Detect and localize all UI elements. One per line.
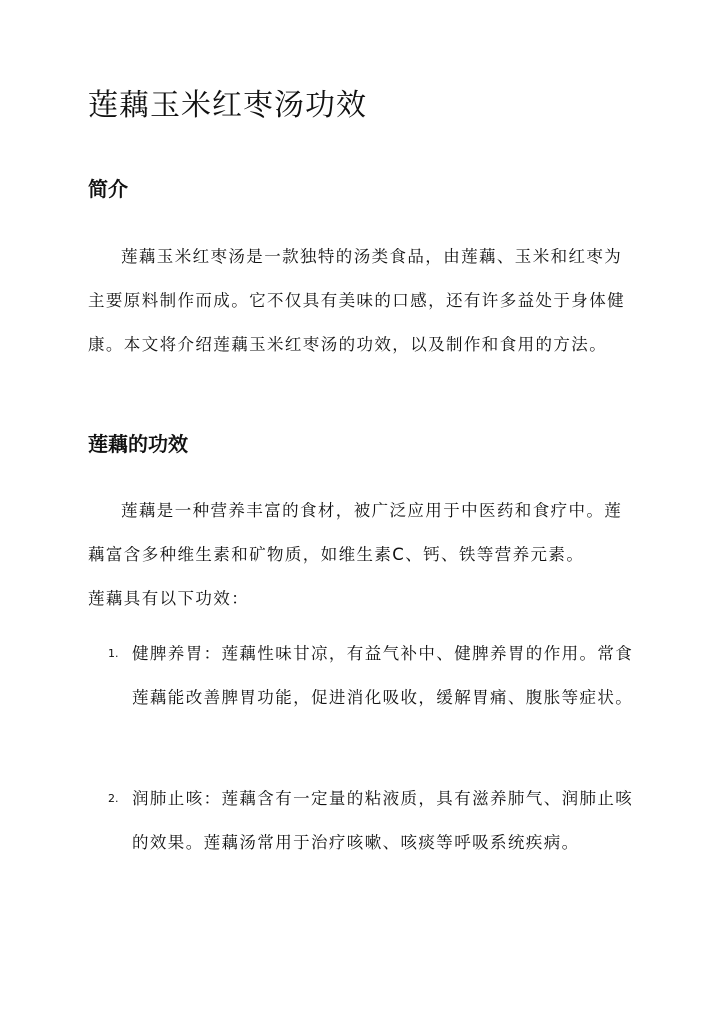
lotus-paragraph: 莲藕是一种营养丰富的食材，被广泛应用于中医药和食疗中。莲藕富含多种维生素和矿物质，如维生素C、钙、铁等营养元素。 [88,501,623,564]
list-item-number: 1. [108,647,119,660]
list-item-text: 健脾养胃：莲藕性味甘凉，有益气补中、健脾养胃的作用。常食莲藕能改善脾胃功能，促进消化吸收，缓解胃痛、腹胀等症状。 [132,644,634,707]
list-item-text: 润肺止咳：莲藕含有一定量的粘液质，具有滋养肺气、润肺止咳的效果。莲藕汤常用于治疗咳嗽、咳痰等呼吸系统疾病。 [132,789,634,852]
list-item [108,777,636,865]
list-item [108,632,636,720]
list-item-number: 2. [108,792,119,805]
lotus-list-intro: 莲藕具有以下功效： [88,589,250,608]
section-heading-lotus-benefits: 莲藕的功效 [88,432,188,456]
page-title: 莲藕玉米红枣汤功效 [88,88,367,123]
section-heading-intro: 简介 [88,177,128,201]
intro-paragraph: 莲藕玉米红枣汤是一款独特的汤类食品，由莲藕、玉米和红枣为主要原料制作而成。它不仅具有美味的口感，还有许多益处于身体健康。本文将介绍莲藕玉米红枣汤的功效，以及制作和食用的方法。 [88,247,625,354]
